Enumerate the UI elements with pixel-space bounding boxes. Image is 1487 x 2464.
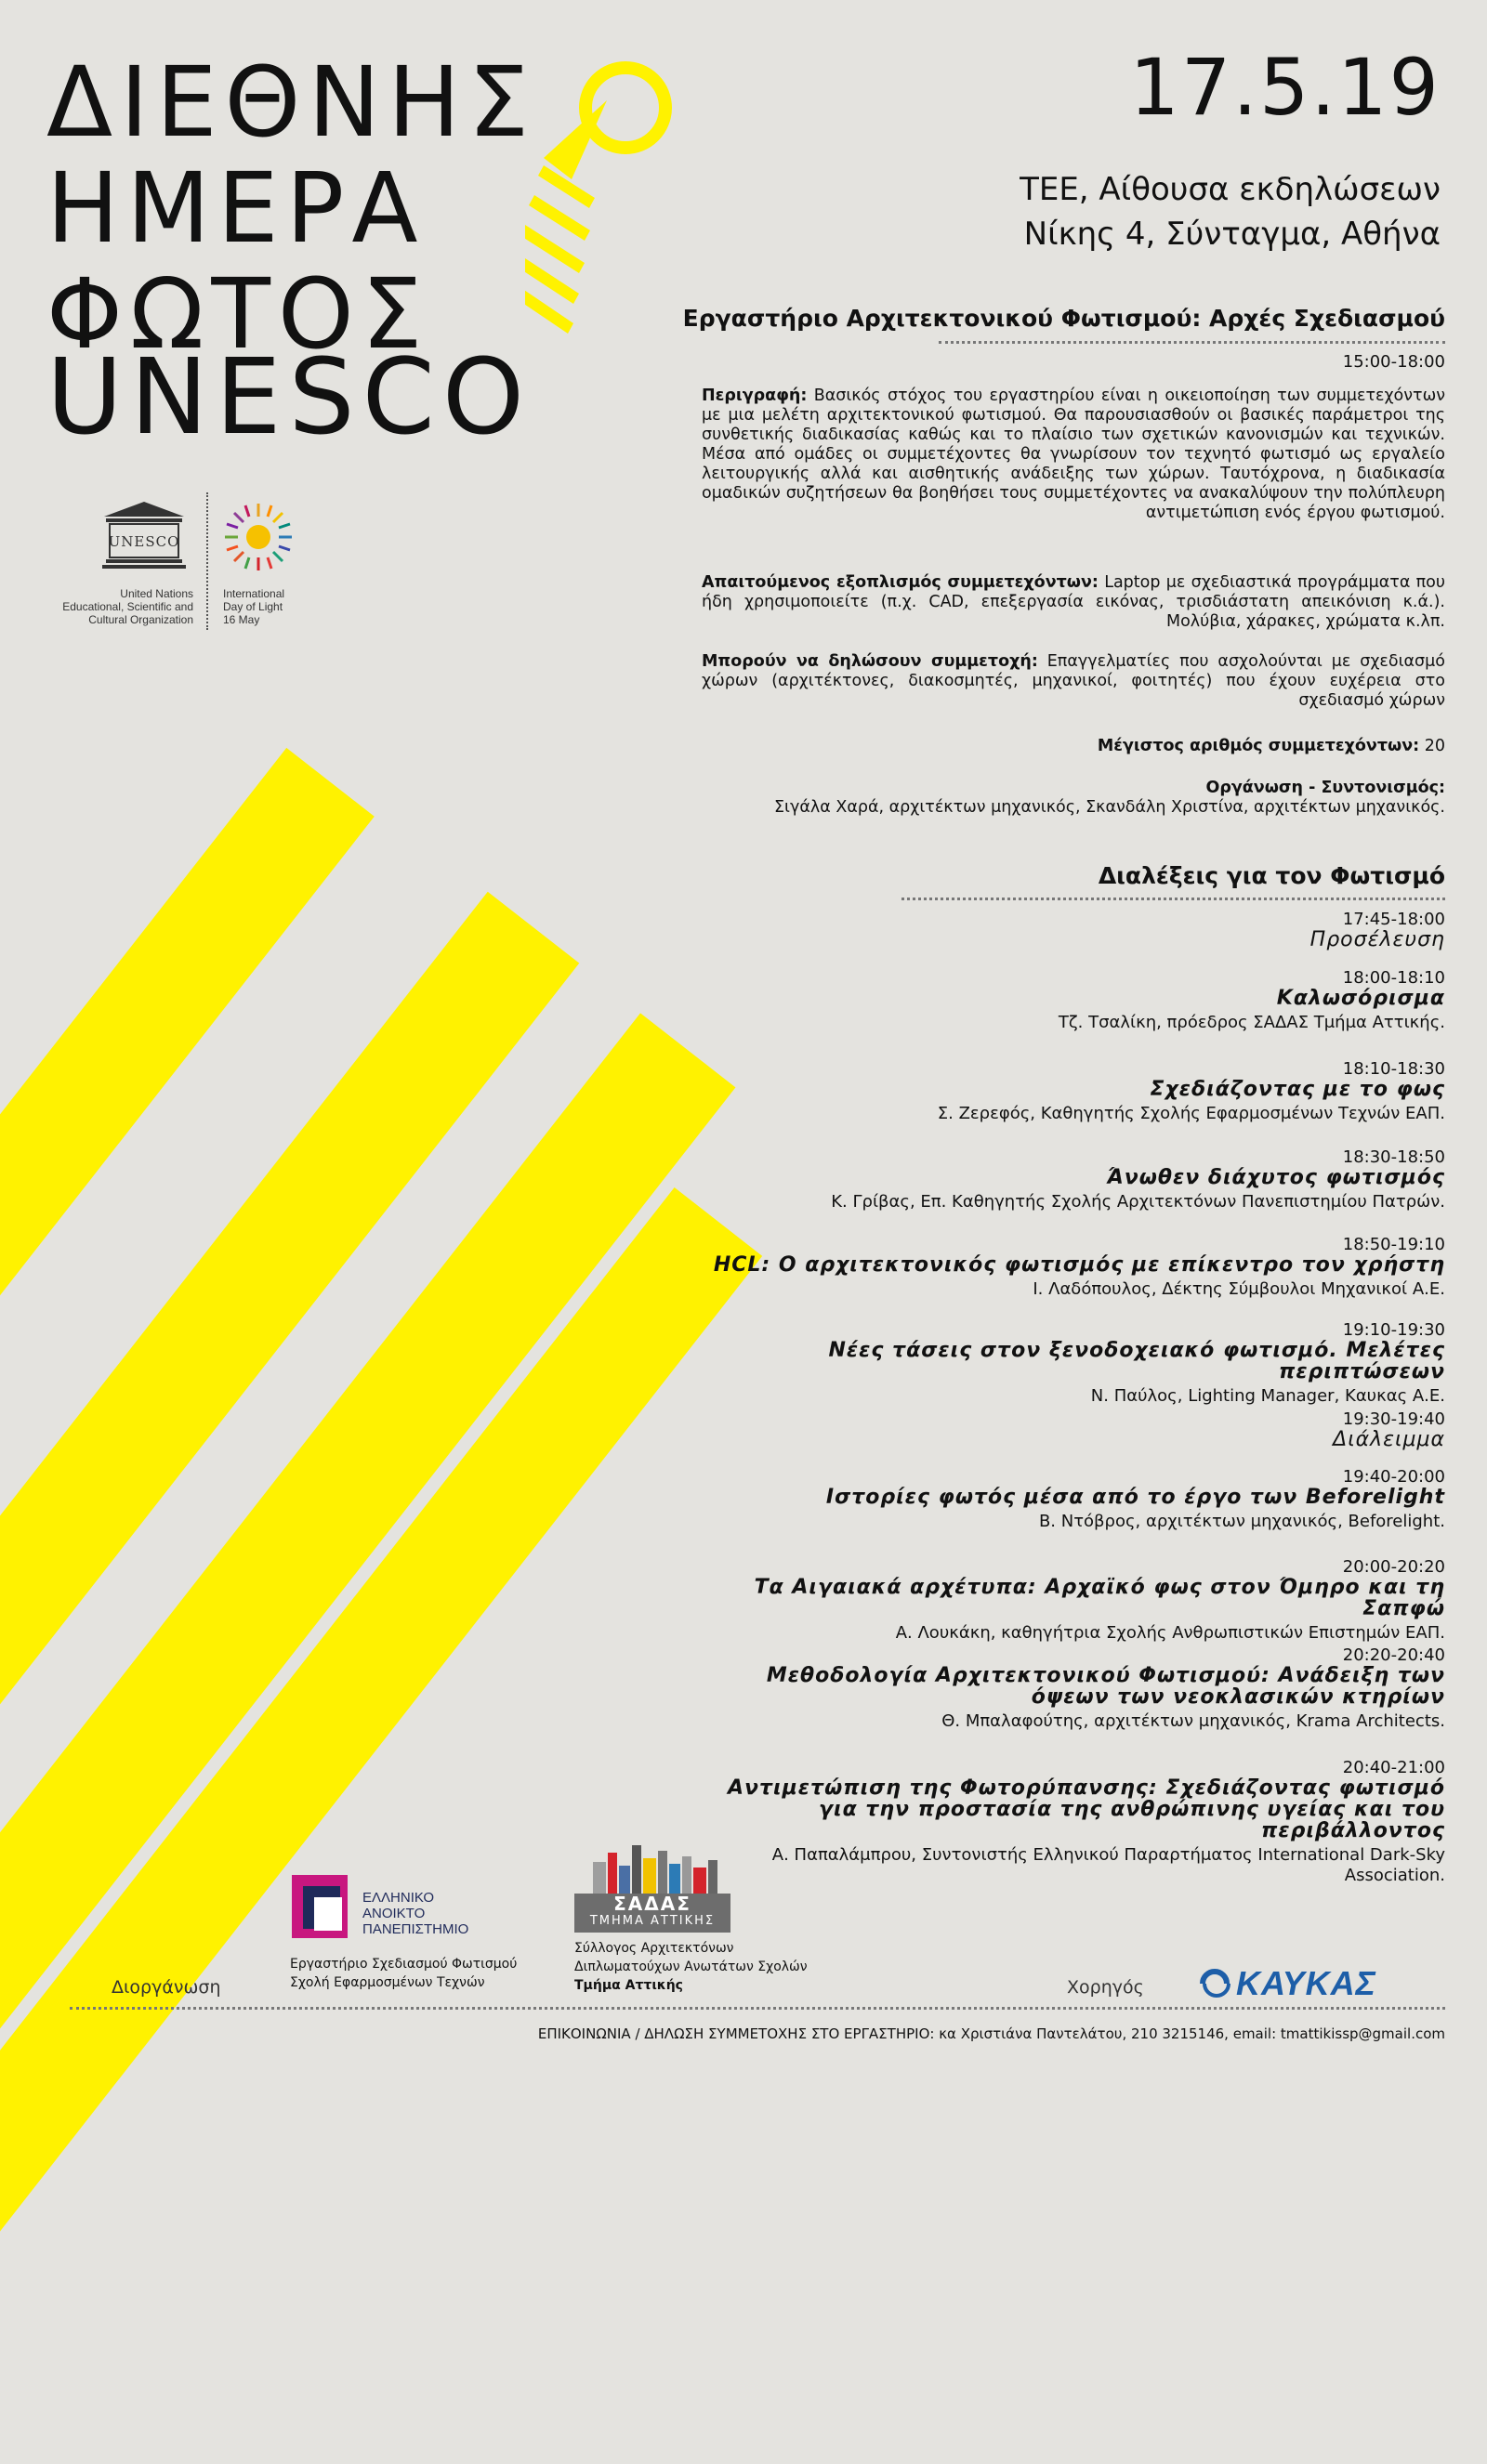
kaukas-swirl-icon <box>1199 1968 1232 1999</box>
max-value: 20 <box>1419 737 1445 755</box>
lecture-time: 20:00-20:20 <box>1342 1557 1445 1577</box>
lecture-item <box>683 911 1445 950</box>
lecture-item <box>683 1468 1445 1532</box>
lecture-item <box>683 1321 1445 1407</box>
unesco-org-text: United Nations Educational, Scientific and Cultural Organization <box>62 587 193 626</box>
lecture-speaker: Α. Λουκάκη, καθηγήτρια Σχολής Ανθρωπιστικών Επιστημών ΕΑΠ. <box>895 1623 1445 1643</box>
lecture-time: 20:20-20:40 <box>1342 1645 1445 1665</box>
lecture-item <box>683 1646 1445 1732</box>
workshop-divider <box>939 341 1445 344</box>
contact-line: ΕΠΙΚΟΙΝΩΝΙΑ / ΔΗΛΩΣΗ ΣΥΜΜΕΤΟΧΗΣ ΣΤΟ ΕΡΓΑΣΤΗΡΙΟ: κα Χριστιάνα Παντελάτου, 210 3215146, email: tmattikissp@gmail.com <box>537 2025 1445 2042</box>
lecture-title: Καλωσόρισμα <box>1276 987 1445 1010</box>
lecture-time: 18:30-18:50 <box>1342 1147 1445 1167</box>
eap-lab: Εργαστήριο Σχεδιασμού Φωτισμού <box>290 1957 518 1972</box>
lecture-title: Αντιμετώπιση της Φωτορύπανσης: Σχεδιάζοντας φωτισμό για την προστασία της ανθρώπινης υγείας και του περιβάλλοντος <box>727 1776 1445 1842</box>
lecture-time: 19:30-19:40 <box>1342 1409 1445 1429</box>
lecture-speaker: Σ. Ζερεφός, Καθηγητής Σχολής Εφαρμοσμένων Τεχνών ΕΑΠ. <box>937 1104 1445 1123</box>
kaukas-name: ΚΑΥΚΑΣ <box>1236 1964 1376 2002</box>
max-label: Μέγιστος αριθμός συμμετεχόντων: <box>1097 737 1420 755</box>
lecture-time: 18:50-19:10 <box>1342 1235 1445 1254</box>
footer-divider <box>70 2007 1445 2010</box>
lecture-speaker: Α. Παπαλάμπρου, Συντονιστής Ελληνικού Παραρτήματος International Dark-Sky Association. <box>771 1845 1445 1885</box>
title-line-1: ΔΙΕΘΝΗΣ <box>46 46 537 159</box>
lecture-title: Άνωθεν διάχυτος φωτισμός <box>1107 1166 1445 1189</box>
lecture-speaker: Β. Ντόβρος, αρχιτέκτων μηχανικός, Beforelight. <box>1038 1512 1445 1531</box>
workshop-time: 15:00-18:00 <box>1342 352 1445 372</box>
lectures-divider <box>901 898 1445 900</box>
description-text: Βασικός στόχος του εργαστηρίου είναι η οικειοποίηση των συμμετεχόντων με μια μελέτη αρχιτεκτονικού φωτισμού. Θα παρουσιασθούν οι βασικές παράμετροι της συνθετικής διαδικασίας καθώς και το πλαίσιο των σχετικών κανονισμών και τεχνικών. Μέσα από ομάδες οι συμμετέχοντες θα γνωρίσουν τον τεχνητό φωτισμό ως εργαλείο λειτουργικής αλλά και αισθητικής ανάδειξης των χώρων. Ταυτόχρονα, η διαδικασία ομαδικών συζητήσεων θα βοηθήσει τους συμμετέχοντες να ανακαλύψουν την πολύπλευρη αντιμετώπιση ενός έργου φωτισμού. <box>702 387 1445 522</box>
title-line-2: ΗΜΕΡΑ <box>46 151 426 265</box>
lecture-title: Τα Αιγαιακά αρχέτυπα: Αρχαϊκό φως στον Όμηρο και τη Σαπφώ <box>754 1576 1445 1620</box>
lectures-title: Διαλέξεις για τον Φωτισμό <box>1098 862 1445 889</box>
lecture-time: 17:45-18:00 <box>1342 910 1445 929</box>
lecture-title: Διάλειμμα <box>1333 1428 1445 1451</box>
title-line-3: ΦΩΤΟΣ <box>46 257 430 371</box>
light-icon <box>525 45 683 360</box>
lecture-title: HCL: Ο αρχιτεκτονικός φωτισμός με επίκεντρο τον χρήστη <box>713 1253 1445 1277</box>
workshop-eligibility <box>702 652 1445 711</box>
unesco-divider <box>206 492 208 630</box>
lecture-speaker: Ι. Λαδόπουλος, Δέκτης Σύμβουλοι Μηχανικοί Α.Ε. <box>1033 1279 1445 1299</box>
lecture-item <box>683 969 1445 1033</box>
lecture-speaker: Τζ. Τσαλίκη, πρόεδρος ΣΑΔΑΣ Τμήμα Αττικής. <box>1058 1013 1445 1032</box>
unesco-temple-icon <box>102 500 186 574</box>
lecture-time: 19:40-20:00 <box>1342 1467 1445 1487</box>
lecture-item <box>683 1410 1445 1450</box>
workshop-organization-value: Σιγάλα Χαρά, αρχιτέκτων μηχανικός, Σκανδάλη Χριστίνα, αρχιτέκτων μηχανικός. <box>774 798 1445 817</box>
sponsor-label: Χορηγός <box>1067 1977 1144 1998</box>
lecture-time: 20:40-21:00 <box>1342 1758 1445 1777</box>
sadas-branch: ΤΜΗΜΑ ΑΤΤΙΚΗΣ <box>589 1914 716 1928</box>
sadas-name-box <box>574 1894 730 1933</box>
lecture-speaker: Κ. Γρίβας, Επ. Καθηγητής Σχολής Αρχιτεκτόνων Πανεπιστημίου Πατρών. <box>831 1192 1445 1212</box>
eligibility-label: Μπορούν να δηλώσουν συμμετοχή: <box>702 652 1038 671</box>
equipment-label: Απαιτούμενος εξοπλισμός συμμετεχόντων: <box>702 573 1099 592</box>
organizer-label: Διοργάνωση <box>112 1977 221 1998</box>
lecture-speaker: Θ. Μπαλαφούτης, αρχιτέκτων μηχανικός, Krama Architects. <box>941 1711 1445 1731</box>
equipment-text: Laptop με σχεδιαστικά προγράμματα που ήδη χρησιμοποιείτε (π.χ. CAD, επεξεργασία εικόνας, τρισδιάστατη απεικόνιση κ.ά.). Μολύβια, χάρακες, χρώματα κ.λπ. <box>702 573 1445 631</box>
event-date: 17.5.19 <box>1129 42 1441 133</box>
lecture-time: 19:10-19:30 <box>1342 1320 1445 1340</box>
sadas-skyline-icon <box>591 1841 730 1894</box>
lecture-title: Προσέλευση <box>1309 928 1445 951</box>
lecture-time: 18:10-18:30 <box>1342 1059 1445 1079</box>
workshop-title: Εργαστήριο Αρχιτεκτονικού Φωτισμού: Αρχές Σχεδιασμού <box>682 305 1445 332</box>
lecture-title: Νέες τάσεις στον ξενοδοχειακό φωτισμό. Μελέτες περιπτώσεων <box>828 1339 1445 1383</box>
workshop-description <box>702 387 1445 523</box>
eligibility-text: Επαγγελματίες που ασχολούνται με σχεδιασμό χώρων (αρχιτέκτονες, διακοσμητές, μηχανικοί, φοιτητές) που έχουν ευχέρεια στο σχεδιασμό χώρων <box>702 652 1445 710</box>
lecture-item <box>683 1759 1445 1886</box>
lecture-time: 18:00-18:10 <box>1342 968 1445 988</box>
lecture-title: Μεθοδολογία Αρχιτεκτονικού Φωτισμού: Ανάδειξη των όψεων των νεοκλασικών κτηρίων <box>766 1664 1445 1709</box>
venue-line-1: ΤΕΕ, Αίθουσα εκδηλώσεων <box>1020 171 1441 208</box>
workshop-organization-label: Οργάνωση - Συντονισμός: <box>1205 779 1445 797</box>
venue-line-2: Νίκης 4, Σύνταγμα, Αθήνα <box>1023 216 1441 253</box>
workshop-max-participants <box>1098 737 1445 755</box>
lecture-title: Ιστορίες φωτός μέσα από το έργο των Beforelight <box>825 1486 1445 1509</box>
lecture-title: Σχεδιάζοντας με το φως <box>1150 1078 1445 1101</box>
eap-logo-icon <box>290 1873 355 1944</box>
light-day-sun-icon <box>221 500 296 574</box>
lecture-item <box>683 1148 1445 1212</box>
lecture-item <box>683 1558 1445 1644</box>
unesco-temple-text: UNESCO <box>108 533 180 550</box>
sadas-name: ΣΑΔΑΣ <box>613 1893 691 1915</box>
lecture-item <box>683 1236 1445 1300</box>
eap-name: ΕΛΛΗΝΙΚΟ ΑΝΟΙΚΤΟ ΠΑΝΕΠΙΣΤΗΜΙΟ <box>362 1890 469 1937</box>
workshop-equipment <box>702 573 1445 632</box>
lecture-item <box>683 1060 1445 1124</box>
eap-school: Σχολή Εφαρμοσμένων Τεχνών <box>290 1975 485 1990</box>
light-day-text: International Day of Light 16 May <box>223 587 285 626</box>
title-line-4: UNESCO <box>46 337 532 458</box>
sadas-description: Σύλλογος Αρχιτεκτόνων Διπλωματούχων Ανωτάτων Σχολών Τμήμα Αττικής <box>574 1941 808 1993</box>
description-label: Περιγραφή: <box>702 387 808 405</box>
lecture-speaker: Ν. Παύλος, Lighting Manager, Καυκας Α.Ε. <box>1090 1386 1445 1406</box>
